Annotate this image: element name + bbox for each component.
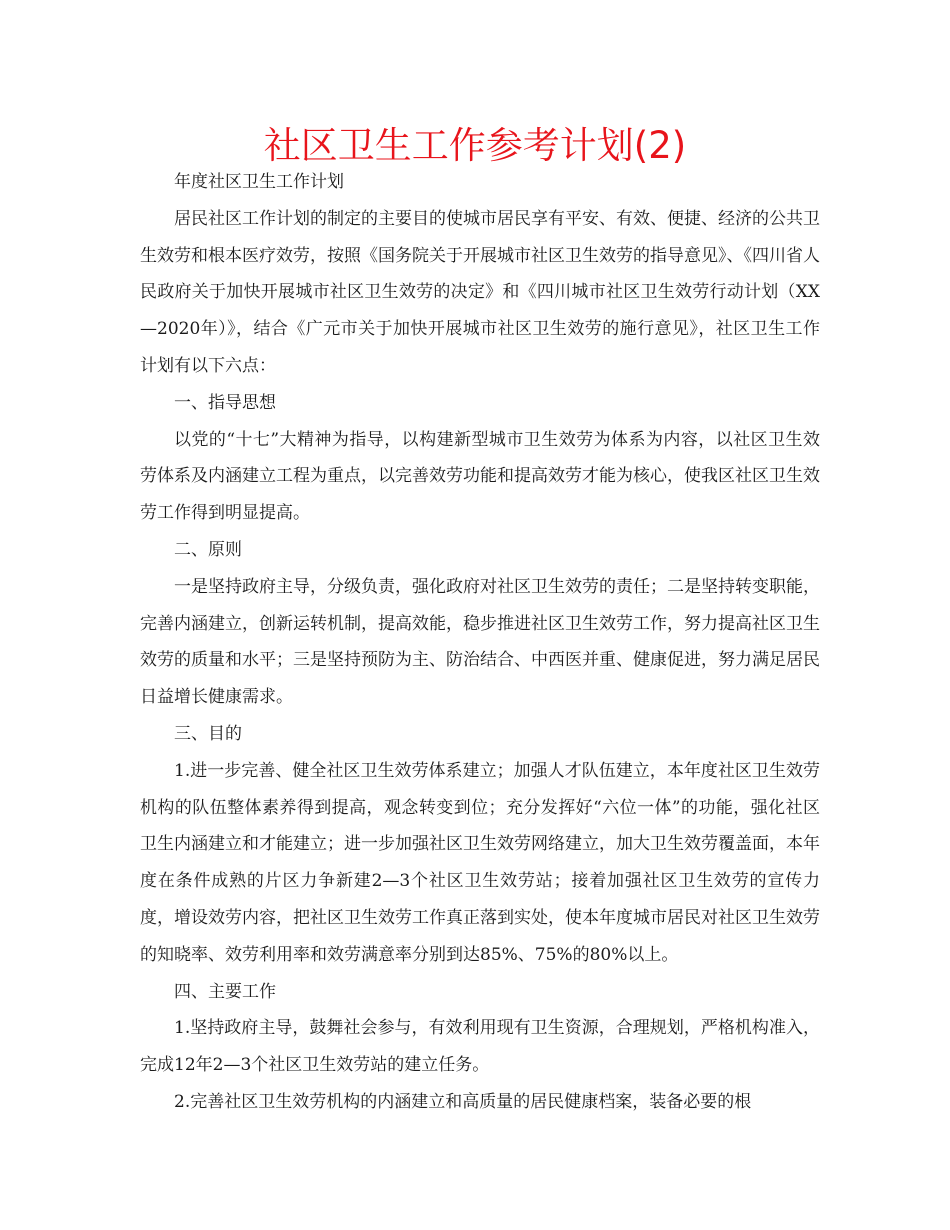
section-heading-guiding-ideology: 一、指导思想 (174, 392, 276, 413)
paragraph-goals: 1.进一步完善、健全社区卫生效劳体系建立；加强人才队伍建立，本年度社区卫生效劳机构的队伍整体素养得到提高，观念转变到位；充分发挥好“六位一体”的功能，强化社区卫生内涵建立和才能建立；进一步加强社区卫生效劳网络建立，加大卫生效劳覆盖面，本年度在条件成熟的片区力争新建2—3个社区卫生效劳站；接着加强社区卫生效劳的宣传力度，增设效劳内容，把社区卫生效劳工作真正落到实处，使本年度城市居民对社区卫生效劳的知晓率、效劳利用率和效劳满意率分别到达85%、75%的80%以上。 (140, 760, 820, 965)
paragraph-main-work-1: 1.坚持政府主导，鼓舞社会参与，有效利用现有卫生资源，合理规划，严格机构准入，完成12年2—3个社区卫生效劳站的建立任务。 (140, 1018, 820, 1076)
document-body (140, 164, 820, 1121)
paragraph-main-work-2: 2.完善社区卫生效劳机构的内涵建立和高质量的居民健康档案，装备必要的根 (174, 1091, 752, 1112)
paragraph-subtitle: 年度社区卫生工作计划 (174, 172, 344, 192)
paragraph-intro: 居民社区工作计划的制定的主要目的使城市居民享有平安、有效、便捷、经济的公共卫生效劳和根本医疗效劳，按照《国务院关于开展城市社区卫生效劳的指导意见》、《四川省人民政府关于加快开展城市社区卫生效劳的决定》和《四川城市社区卫生效劳行动计划（XX—2020年）》，结合《广元市关于加快开展城市社区卫生效劳的施行意见》，社区卫生工作计划有以下六点： (140, 208, 820, 376)
document-title: 社区卫生工作参考计划(2) (263, 124, 687, 167)
section-heading-goals: 三、目的 (174, 723, 242, 744)
section-heading-main-work: 四、主要工作 (174, 981, 276, 1002)
section-heading-principles: 二、原则 (174, 539, 242, 560)
paragraph-guiding-ideology: 以党的“十七”大精神为指导，以构建新型城市卫生效劳为体系为内容，以社区卫生效劳体系及内涵建立工程为重点，以完善效劳功能和提高效劳才能为核心，使我区社区卫生效劳工作得到明显提高。 (140, 429, 820, 524)
paragraph-principles: 一是坚持政府主导，分级负责，强化政府对社区卫生效劳的责任；二是坚持转变职能，完善内涵建立，创新运转机制，提高效能，稳步推进社区卫生效劳工作，努力提高社区卫生效劳的质量和水平；三是坚持预防为主、防治结合、中西医并重、健康促进，努力满足居民日益增长健康需求。 (140, 576, 820, 708)
